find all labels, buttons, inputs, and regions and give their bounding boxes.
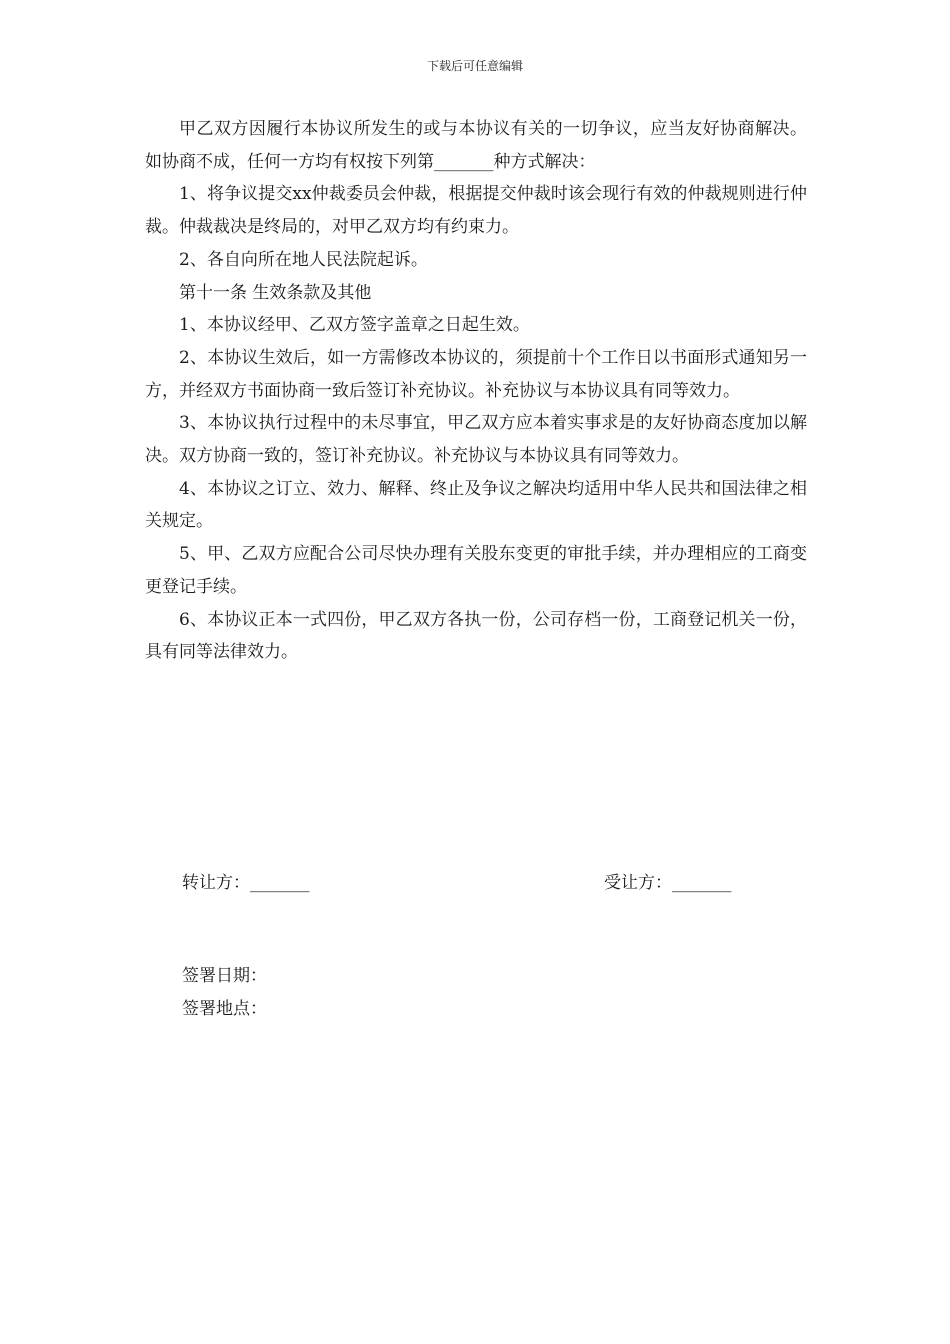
clause-6: 6、本协议正本一式四份，甲乙双方各执一份，公司存档一份，工商登记机关一份，具有同等法律效力。 <box>145 609 807 663</box>
signing-place: 签署地点： <box>182 999 267 1019</box>
transferor-signature: 转让方：_______ <box>182 873 310 893</box>
signing-date: 签署日期： <box>182 966 267 986</box>
dispute-resolution-paragraph: 甲乙双方因履行本协议所发生的或与本协议有关的一切争议，应当友好协商解决。如协商不成，任何一方均有权按下列第_______种方式解决： <box>145 119 807 172</box>
transferee-signature: 受让方：_______ <box>604 873 732 893</box>
document-body <box>145 113 807 669</box>
clause-5: 5、甲、乙双方应配合公司尽快办理有关股东变更的审批手续，并办理相应的工商变更登记手续。 <box>145 544 807 597</box>
clause-2: 2、本协议生效后，如一方需修改本协议的，须提前十个工作日以书面形式通知另一方，并经双方书面协商一致后签订补充协议。补充协议与本协议具有同等效力。 <box>145 347 807 401</box>
page-header: 下载后可任意编辑 <box>426 59 523 73</box>
clause-4: 4、本协议之订立、效力、解释、终止及争议之解决均适用中华人民共和国法律之相关规定。 <box>145 478 807 532</box>
article-11-heading: 第十一条 生效条款及其他 <box>179 282 372 303</box>
arbitration-option: 1、将争议提交xx仲裁委员会仲裁，根据提交仲裁时该会现行有效的仲裁规则进行仲裁。仲裁裁决是终局的，对甲乙双方均有约束力。 <box>145 184 807 238</box>
clause-1: 1、本协议经甲、乙双方签字盖章之日起生效。 <box>179 315 530 336</box>
litigation-option: 2、各自向所在地人民法院起诉。 <box>179 249 428 270</box>
clause-3: 3、本协议执行过程中的未尽事宜，甲乙双方应本着实事求是的友好协商态度加以解决。双方协商一致的，签订补充协议。补充协议与本协议具有同等效力。 <box>145 413 807 467</box>
